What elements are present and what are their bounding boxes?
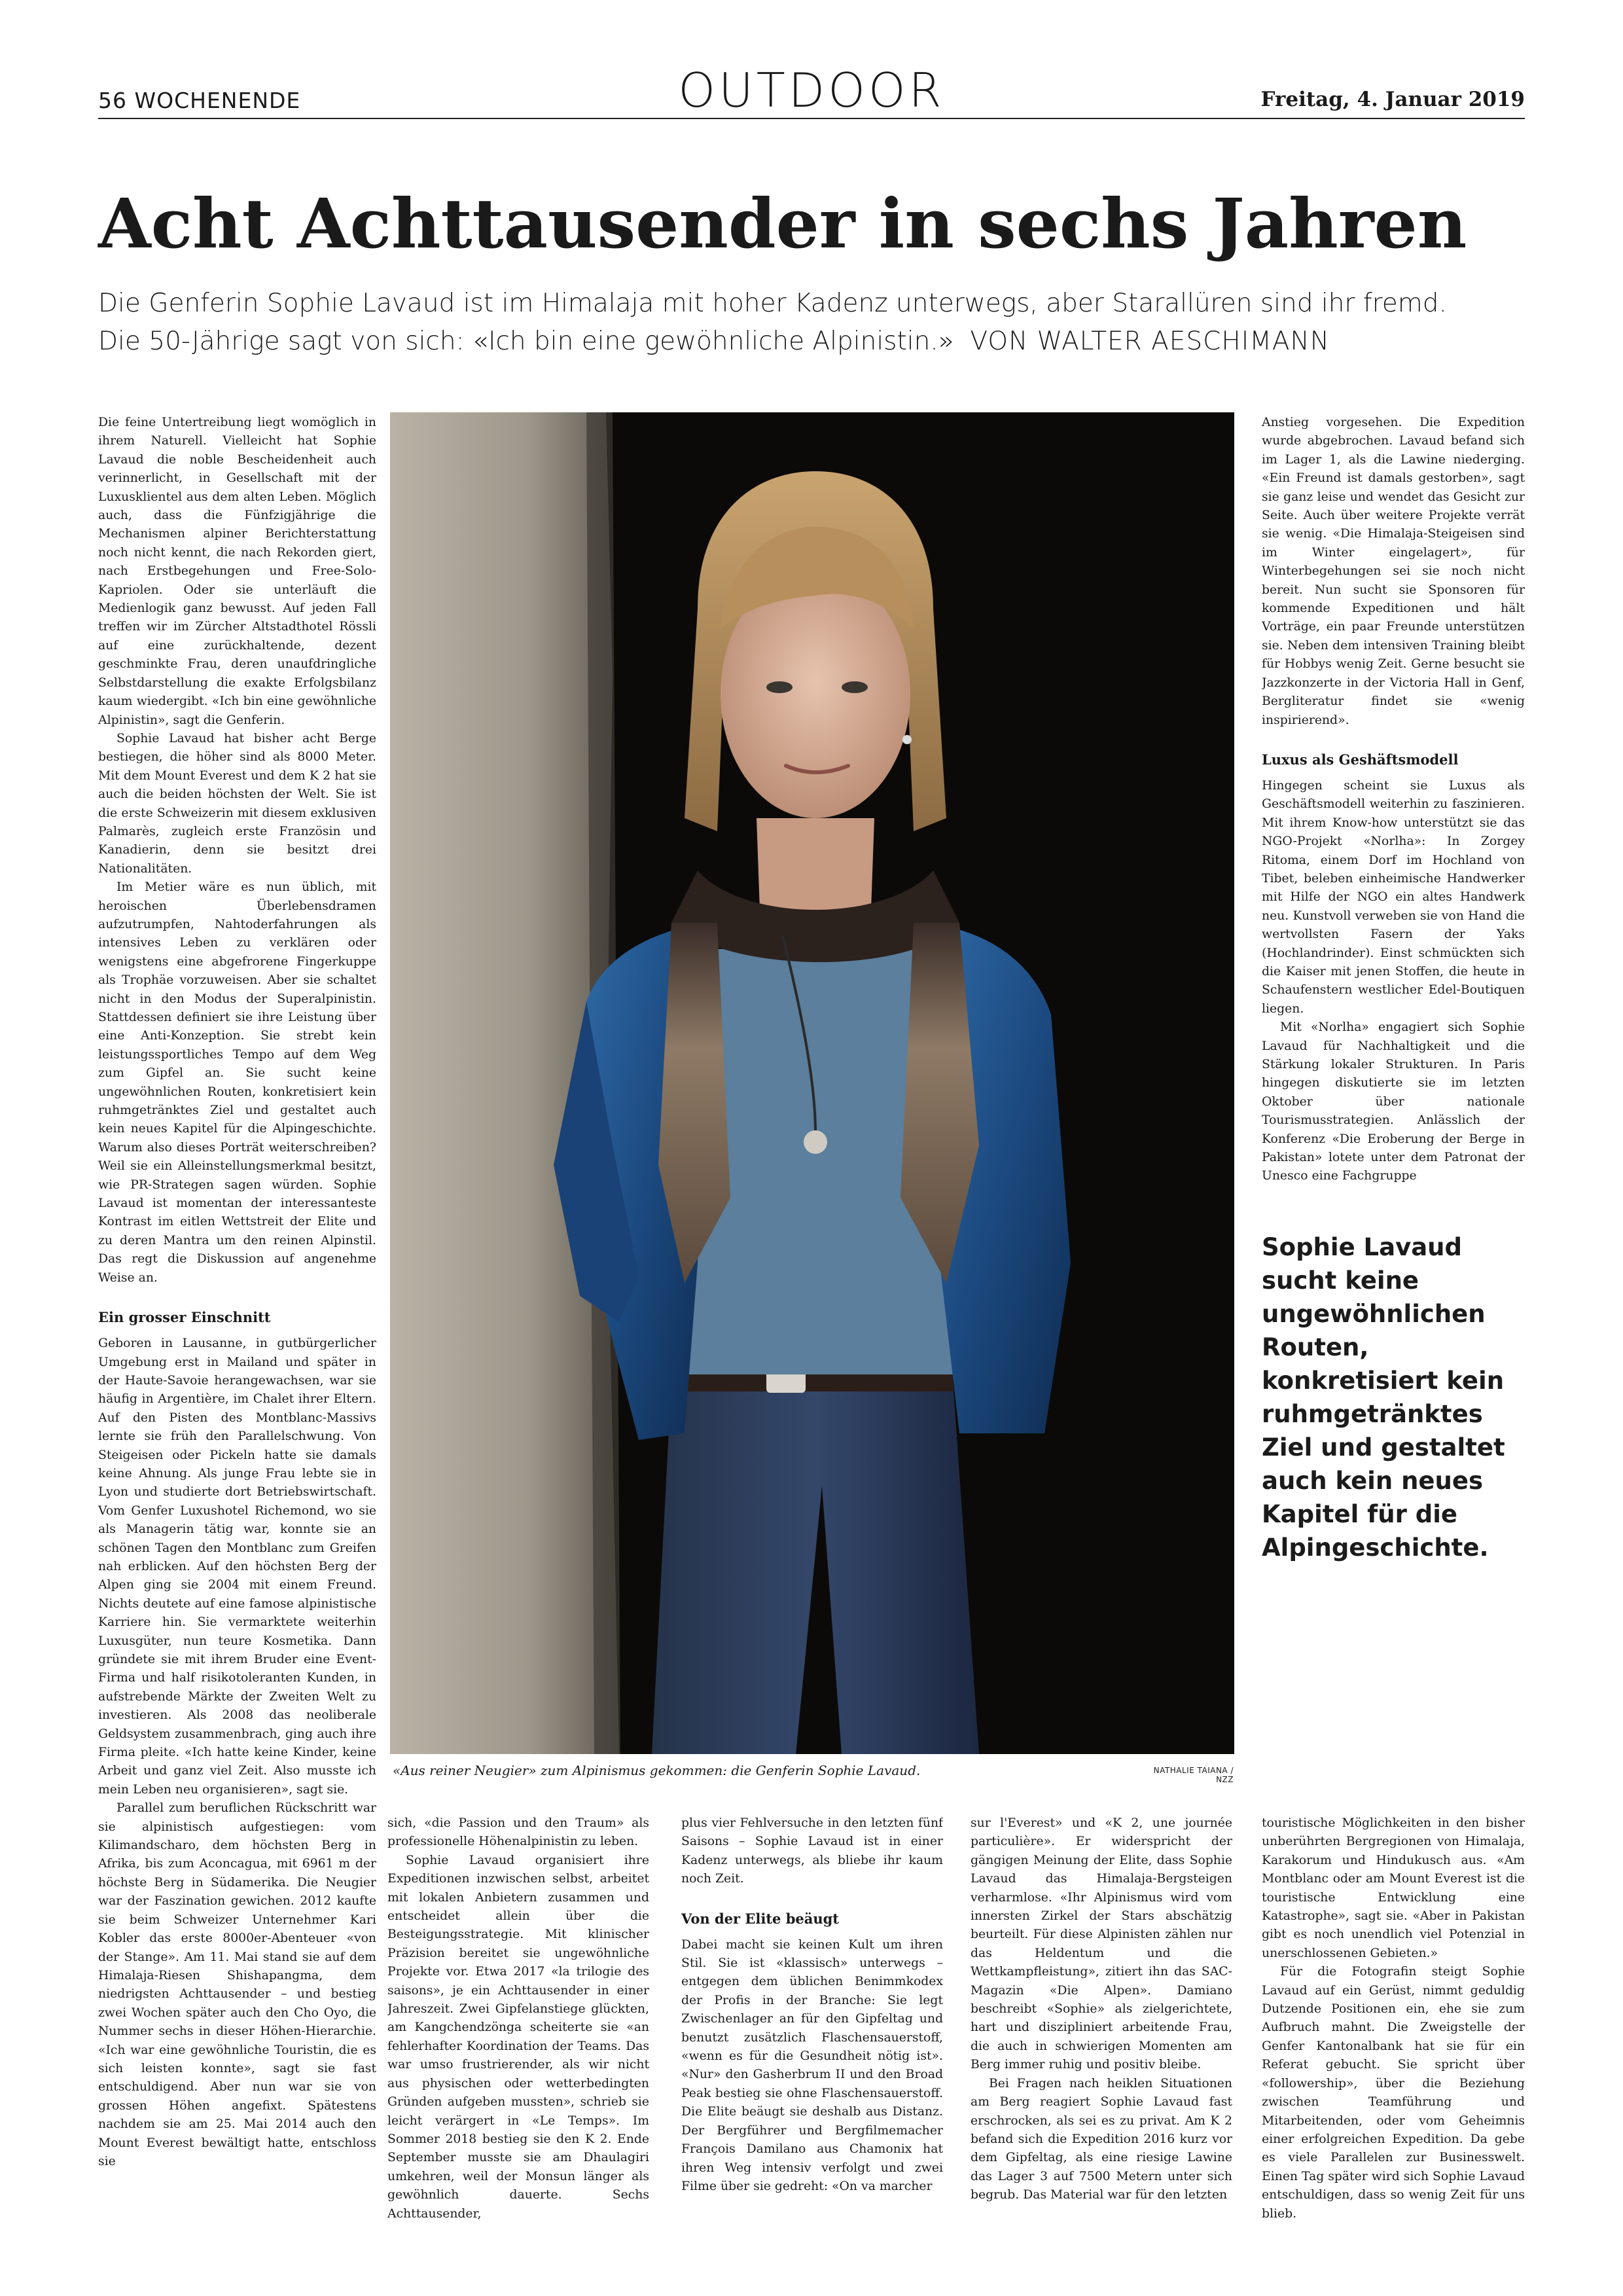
text-column-bottom-2	[387, 1814, 649, 2266]
dek-quote: Die 50-Jährige sagt von sich: «Ich bin eine gewöhnliche Alpinistin.»	[98, 327, 954, 356]
paragraph: touristische Möglichkeiten in den bisher unberührten Bergregionen von Himalaja, Karakorum und Hindukusch aus. «Am Montblanc oder am Mount Everest ist die touristische Entwicklung eine Katastrophe», sagt sie. «Aber in Pakistan gibt es noch unendlich viel Potenzial in unerschlossenen Gebieten.»	[1262, 1816, 1525, 1960]
paragraph: Sophie Lavaud organisiert ihre Expeditionen inzwischen selbst, arbeitet mit lokalen Anbietern zusammen und entscheidet allein über die Besteigungsstrategie. Mit klinischer Präzision bereitet sie ungewöhnliche Projekte vor. Etwa 2017 «la trilogie des saisons», je ein Achttausender in einer Jahreszeit. Zwei Gipfelanstiege glückten, am Kangchendzönga scheiterte sie «an fehlerhafter Koordination der Teams. Das war umso frustrierender, als wir nicht aus physischen oder wetterbedingten Gründen aufgeben mussten», schrieb sie leicht verärgert in «Le Temps». Im Sommer 2018 bestieg sie den K 2. Ende September musste sie am Dhaulagiri umkehren, weil der Monsun länger als gewöhnlich dauerte. Sechs Achttausender,	[387, 1853, 649, 2221]
byline: VON WALTER AESCHIMANN	[970, 327, 1330, 356]
text-column-bottom-3	[681, 1814, 943, 2266]
paragraph: Im Metier wäre es nun üblich, mit heroischen Überlebensdramen aufzutrumpfen, Nahtoderfahrungen als intensives Leben zu verklären oder wenigstens eine abgefrorene Fingerkuppe als Trophäe vorzuweisen. Aber sie schaltet nicht in den Modus der Superalpinistin. Stattdessen definiert sie ihre Leistung über eine Anti-Konzeption. Sie strebt kein leistungssportliches Tempo auf dem Weg zum Gipfel an. Sie sucht keine ungewöhnlichen Routen, konkretisiert kein ruhmgetränktes Ziel und gestaltet auch kein neues Kapitel für die Alpingeschichte. Warum also dieses Porträt weiterschreiben? Weil sie ein Alleinstellungsmerkmal besitzt, wie PR-Strategen sagen würden. Sophie Lavaud ist momentan der interessanteste Kontrast im eitlen Wettstreit der Elite und zu deren Mantra um den reinen Alpinstil. Das regt die Diskussion auf angenehme Weise an.	[98, 880, 376, 1285]
portrait-photo	[390, 412, 1234, 1754]
issue-date: Freitag, 4. Januar 2019	[1260, 88, 1525, 111]
paragraph: Parallel zum beruflichen Rückschritt war sie alpinistisch aufgestiegen: vom Kilimandscharo, dem höchsten Berg in Afrika, bis zum Aconcagua, mit 6961 m der höchste Berg in Südamerika. Die Neugier war der Faszination gewichen. 2012 kaufte sie beim Schweizer Unternehmer Kari Kobler das erste 8000er-Abenteuer «von der Stange». Am 11. Mai stand sie auf dem Himalaja-Riesen Shishapangma, dem niedrigsten Achttausender – und bestieg zwei Wochen später auch den Cho Oyo, die Nummer sechs in dieser Höhen-Hierarchie. «Ich war eine gewöhnliche Touristin, die es sich leisten konnte», sagt sie fast entschuldigend. Aber nun war sie von grossen Höhen angefixt. Spätestens nachdem sie am 25. Mai 2014 auch den Mount Everest bewältigt hatte, entschloss sie	[98, 1801, 376, 2168]
page-section-label: 56 WOCHENENDE	[98, 88, 301, 113]
text-column-right-top	[1262, 414, 1525, 1238]
paragraph: Dabei macht sie keinen Kult um ihren Stil. Sie ist «klassisch» unterwegs – entgegen dem üblichen Benimmkodex der Profis in der Branche: Sie legt Zwischenlager an für den Gipfeltag und benutzt zusätzlich Flaschensauerstoff, «wenn es für die Gesundheit nötig ist». «Nur» den Gasherbrum II und den Broad Peak bestieg sie ohne Flaschensauerstoff. Die Elite beäugt sie deshalb aus Distanz. Der Bergführer und Bergfilmemacher François Damilano aus Chamonix hat ihren Weg intensiv verfolgt und zwei Filme über sie gedreht: «On va marcher	[681, 1937, 943, 2193]
paragraph: Geboren in Lausanne, in gutbürgerlicher Umgebung erst in Mailand und später in der Haute-Savoie herangewachsen, war sie häufig in Argentière, im Chalet ihrer Eltern. Auf den Pisten des Montblanc-Massivs lernte sie früh den Parallelschwung. Von Steigeisen oder Pickeln hatte sie damals keine Ahnung. Als junge Frau lebte sie in Lyon und studierte dort Betriebswirtschaft. Vom Genfer Luxushotel Richemond, wo sie als Managerin tätig war, konnte sie an schönen Tagen den Montblanc zum Greifen nah erblicken. Auf den höchsten Berg der Alpen ging sie 2004 mit einem Freund. Nichts deutete auf eine famose alpinistische Karriere hin. Sie vermarktete weiterhin Luxusgüter, nun teure Kosmetika. Dann gründete sie mit ihrem Bruder eine Event-Firma und half risikotoleranten Kunden, in aufstrebende Märkte der Zweiten Welt zu investieren. Als 2008 das neoliberale Geldsystem zusammenbrach, ging auch ihre Firma pleite. «Ich hatte keine Kinder, keine Arbeit und ganz viel Zeit. Also musste ich mein Leben neu organisieren», sagt sie.	[98, 1336, 376, 1797]
paragraph: plus vier Fehlversuche in den letzten fünf Saisons – Sophie Lavaud ist in einer Kadenz unterwegs, als bliebe ihr kaum noch Zeit.	[681, 1816, 943, 1886]
paragraph: Bei Fragen nach heiklen Situationen am Berg reagiert Sophie Lavaud fast erschrocken, als sei es zu privat. Am K 2 befand sich die Expedition 2016 kurz vor dem Gipfeltag, als eine riesige Lawine das Lager 3 auf 7500 Metern unter sich begrub. Das Material war für den letzten	[971, 2076, 1232, 2202]
paragraph: Mit «Norlha» engagiert sich Sophie Lavaud für Nachhaltigkeit und die Stärkung lokaler Strukturen. In Paris hingegen diskutierte sie im letzten Oktober über nationale Tourismusstrategien. Anlässlich der Konferenz «Die Eroberung der Berge in Pakistan» lotete unter dem Patronat der Unesco eine Fachgruppe	[1262, 1020, 1525, 1183]
article-dek	[98, 285, 1538, 361]
paragraph: sur l'Everest» und «K 2, une journée particulière». Er widerspricht der gängigen Meinung der Elite, dass Sophie Lavaud das Himalaja-Bergsteigen verharmlose. «Ihr Alpinismus wird vom innersten Zirkel der Stars abschätzig beurteilt. Für diese Alpinisten zählen nur das Heldentum und die Wettkampfleistung», zitiert ihn das SAC-Magazin «Die Alpen». Damiano beschreibt «Sophie» als zielgerichtete, hart und diszipliniert arbeitende Frau, die auch in schwierigen Momenten am Berg immer ruhig und positiv bleibe.	[971, 1816, 1232, 2072]
paragraph: Sophie Lavaud hat bisher acht Berge bestiegen, die höher sind als 8000 Meter. Mit dem Mount Everest und dem K 2 hat sie auch die beiden höchsten der Welt. Sie ist die erste Schweizerin mit diesem exklusiven Palmarès, zugleich erste Französin und Kanadierin, denn sie besitzt drei Nationalitäten.	[98, 731, 376, 876]
paragraph: Für die Fotografin steigt Sophie Lavaud auf ein Gerüst, nimmt geduldig Dutzende Positionen ein, ehe sie zum Aufbruch mahnt. Die Zweigstelle der Genfer Kantonalbank hat sie für ein Referat gebucht. Sie spricht über «followership», über die Beziehung zwischen Teamführung und Mitarbeitenden, oder vom Geheimnis einer erfolgreichen Expedition. Da gebe es viele Parallelen zur Businesswelt. Einen Tag später wird sich Sophie Lavaud entschuldigen, dass so wenig Zeit für uns blieb.	[1262, 1965, 1525, 2221]
text-column-bottom-5	[1262, 1814, 1525, 2266]
paragraph: sich, «die Passion und den Traum» als professionelle Höhenalpinistin zu leben.	[387, 1816, 649, 1849]
photo-caption: «Aus reiner Neugier» zum Alpinismus gekommen: die Genferin Sophie Lavaud.	[393, 1763, 921, 1778]
subheading: Ein grosser Einschnitt	[98, 1309, 271, 1326]
text-column-1	[98, 414, 376, 2266]
subheading: Von der Elite beäugt	[681, 1910, 840, 1927]
paragraph: Hingegen scheint sie Luxus als Geschäftsmodell weiterhin zu faszinieren. Mit ihrem Know-how unterstützt sie das NGO-Projekt «Norlha»: In Zorgey Ritoma, einem Dorf im Hochland von Tibet, beleben einheimische Handwerker mit Hilfe der NGO ein altes Handwerk neu. Kunstvoll verweben sie von Hand die wertvollsten Fasern der Yaks (Hochlandrinder). Einst schmückten sich die Kaiser mit jenen Stoffen, die heute in Schaufenstern westlicher Edel-Boutiquen liegen.	[1262, 778, 1525, 1016]
paragraph: Anstieg vorgesehen. Die Expedition wurde abgebrochen. Lavaud befand sich im Lager 1, als die Lawine niederging. «Ein Freund ist damals gestorben», sagt sie ganz leise und wendet das Gesicht zur Seite. Auch über weitere Projekte verrät sie wenig. «Die Himalaja-Steigeisen sind im Winter eingelagert», für Winterbegehungen sei sie noch nicht bereit. Nun sucht sie Sponsoren für kommende Expeditionen und hält Vorträge, ein paar Freunde unterstützen sie. Neben dem intensiven Training bleibt für Hobbys wenig Zeit. Gerne besucht sie Jazzkonzerte in der Victoria Hall in Genf, Bergliteratur findet sie «wenig inspirierend».	[1262, 416, 1525, 727]
paragraph: Die feine Untertreibung liegt womöglich in ihrem Naturell. Vielleicht hat Sophie Lavaud die noble Bescheidenheit auch verinnerlicht, in Gesellschaft mit der Luxusklientel aus dem alten Leben. Möglich auch, dass die Fünfzigjährige die Mechanismen alpiner Berichterstattung noch nicht kennt, die nach Rekorden giert, nach Erstbegehungen und Free-Solo-Kapriolen. Oder sie unterläuft die Medienlogik ganz bewusst. Auf jeden Fall treffen wir im Zürcher Altstadthotel Rössli auf eine zurückhaltende, dezent geschminkte Frau, deren unaufdringliche Selbstdarstellung die exakte Erfolgsbilanz kaum wiedergibt. «Ich bin eine gewöhnliche Alpinistin», sagt die Genferin.	[98, 416, 376, 727]
dek-line-1: Die Genferin Sophie Lavaud ist im Himalaja mit hoher Kadenz unterwegs, aber Starallüren sind ihr fremd.	[98, 289, 1447, 318]
text-column-bottom-4	[971, 1814, 1232, 2266]
section-title: OUTDOOR	[678, 63, 945, 118]
photo-credit: NATHALIE TAIANA / NZZ	[1153, 1766, 1234, 1784]
dek-line-2	[98, 323, 1538, 361]
article-title: Acht Achttausender in sechs Jahren	[98, 183, 1467, 264]
pull-quote: Sophie Lavaud sucht keine ungewöhnlichen Routen, konkretisiert kein ruhmgetränktes Ziel und gestaltet auch kein neues Kapitel für die Alpingeschichte.	[1262, 1233, 1505, 1562]
subheading: Luxus als Geshäftsmodell	[1262, 751, 1459, 768]
portrait-illustration	[390, 412, 1234, 1754]
header-rule	[98, 118, 1525, 119]
